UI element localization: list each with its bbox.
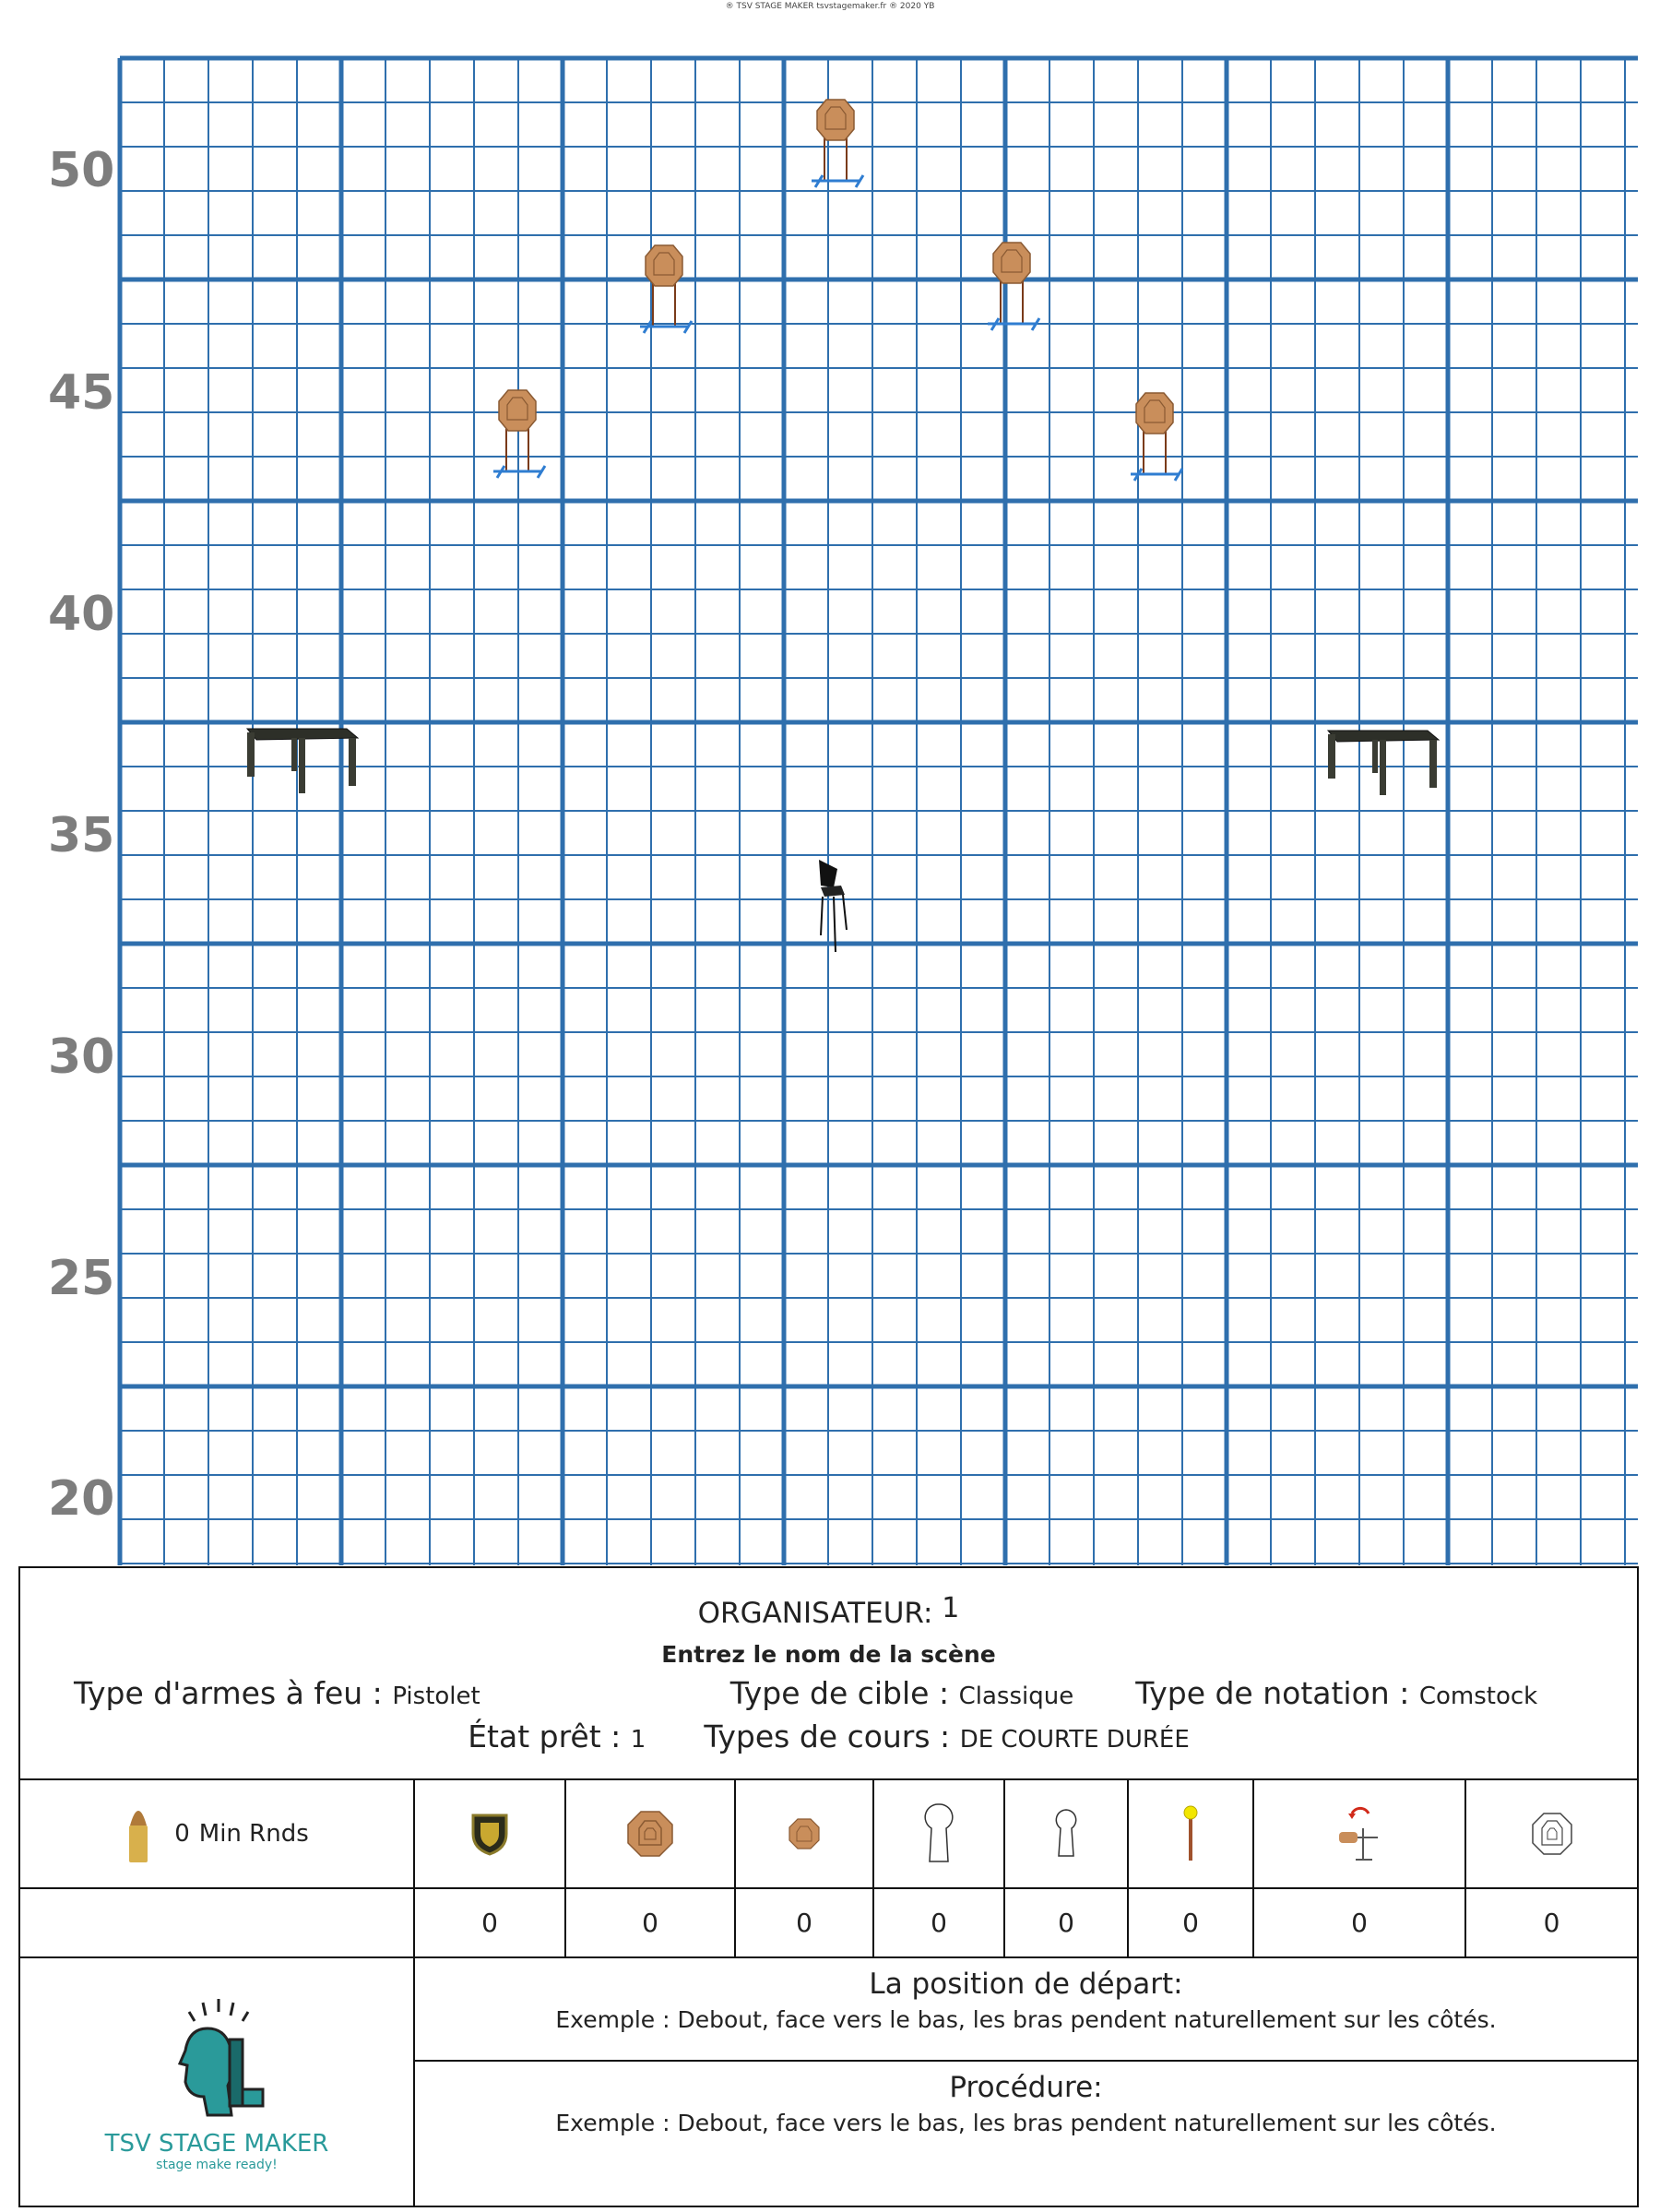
target-3[interactable]: [988, 243, 1039, 330]
popper-cell[interactable]: [874, 1780, 1005, 1887]
target-2[interactable]: [640, 245, 692, 333]
shield-target-icon: [469, 1812, 510, 1856]
target-types-row: [20, 1780, 1637, 1889]
count-shield-target[interactable]: 0: [415, 1889, 566, 1956]
grid-lines: [120, 58, 1638, 1565]
y-axis-label: 50: [48, 143, 115, 198]
shield-target-cell[interactable]: [415, 1780, 566, 1887]
count-pepper-popper-stick[interactable]: 0: [1129, 1889, 1254, 1956]
scoring-value[interactable]: Comstock: [1418, 1683, 1538, 1710]
no-shoot-target-cell[interactable]: [1466, 1780, 1637, 1887]
count-classic-target[interactable]: 0: [566, 1889, 736, 1956]
brand-logo-mark: [152, 1993, 281, 2123]
organizer-label: ORGANISATEUR:: [697, 1597, 933, 1630]
count-popper[interactable]: 0: [874, 1889, 1005, 1956]
table-2[interactable]: [1328, 731, 1439, 795]
y-axis-label: 20: [48, 1471, 115, 1527]
min-rounds-count[interactable]: 0: [174, 1820, 190, 1848]
target-type-value[interactable]: Classique: [958, 1683, 1074, 1710]
count-mini-popper[interactable]: 0: [1005, 1889, 1129, 1956]
swinging-target-cell[interactable]: [1254, 1780, 1466, 1887]
chair[interactable]: [819, 860, 847, 952]
classic-target-icon: [626, 1810, 674, 1858]
ready-label: État prêt :: [468, 1718, 622, 1754]
pepper-popper-stick-cell[interactable]: [1129, 1780, 1254, 1887]
mini-popper-cell[interactable]: [1005, 1780, 1129, 1887]
mini-target-cell[interactable]: [736, 1780, 874, 1887]
copyright-text: ® TSV STAGE MAKER tsvstagemaker.fr ® 2020 YB: [725, 2, 935, 11]
brand-tagline: stage make ready!: [156, 2158, 278, 2172]
scoring-label: Type de notation :: [1135, 1675, 1410, 1711]
min-rounds-label: Min Rnds: [198, 1820, 309, 1848]
stage-info: [20, 1568, 1637, 1780]
firearm-value[interactable]: Pistolet: [392, 1683, 480, 1710]
target-1[interactable]: [812, 100, 863, 187]
stage-name[interactable]: Entrez le nom de la scène: [661, 1641, 996, 1668]
stage-info-panel: [18, 1566, 1639, 2207]
min-rounds-cell: [20, 1780, 415, 1887]
no-shoot-target-icon: [1531, 1812, 1573, 1856]
popper-icon: [920, 1802, 957, 1865]
start-position-text[interactable]: Exemple : Debout, face vers le bas, les bras pendent naturellement sur les côtés.: [555, 2006, 1497, 2033]
mini-popper-icon: [1051, 1808, 1081, 1860]
target-type-label: Type de cible :: [729, 1675, 950, 1711]
y-axis-label: 45: [48, 365, 115, 421]
organizer-value[interactable]: 1: [942, 1592, 960, 1624]
start-position-title: La position de départ:: [869, 1968, 1183, 2001]
ready-value[interactable]: 1: [630, 1726, 646, 1754]
procedure-title: Procédure:: [949, 2071, 1103, 2104]
procedure-box[interactable]: [415, 2062, 1637, 2206]
pepper-popper-stick-icon: [1181, 1805, 1200, 1862]
bullet-icon: [125, 1802, 152, 1866]
target-counts-row: [20, 1889, 1637, 1958]
start-position-box[interactable]: [415, 1958, 1637, 2062]
y-axis-labels: [48, 143, 114, 1527]
course-value[interactable]: DE COURTE DURÉE: [959, 1726, 1190, 1754]
swinging-target-icon: [1332, 1801, 1387, 1867]
mini-target-icon: [788, 1817, 821, 1850]
count-no-shoot-target[interactable]: 0: [1543, 1908, 1560, 1938]
y-axis-label: 30: [48, 1029, 115, 1085]
brand-name: TSV STAGE MAKER: [104, 2130, 329, 2158]
classic-target-cell[interactable]: [566, 1780, 736, 1887]
y-axis-label: 40: [48, 587, 115, 642]
count-swinging-target[interactable]: 0: [1254, 1889, 1466, 1956]
y-axis-label: 25: [48, 1251, 115, 1306]
count-mini-target[interactable]: 0: [736, 1889, 874, 1956]
brand-logo: [20, 1958, 415, 2206]
procedure-text[interactable]: Exemple : Debout, face vers le bas, les bras pendent naturellement sur les côtés.: [555, 2110, 1497, 2136]
firearm-label: Type d'armes à feu :: [74, 1675, 383, 1711]
course-label: Types de cours :: [704, 1718, 951, 1754]
y-axis-label: 35: [48, 808, 115, 863]
